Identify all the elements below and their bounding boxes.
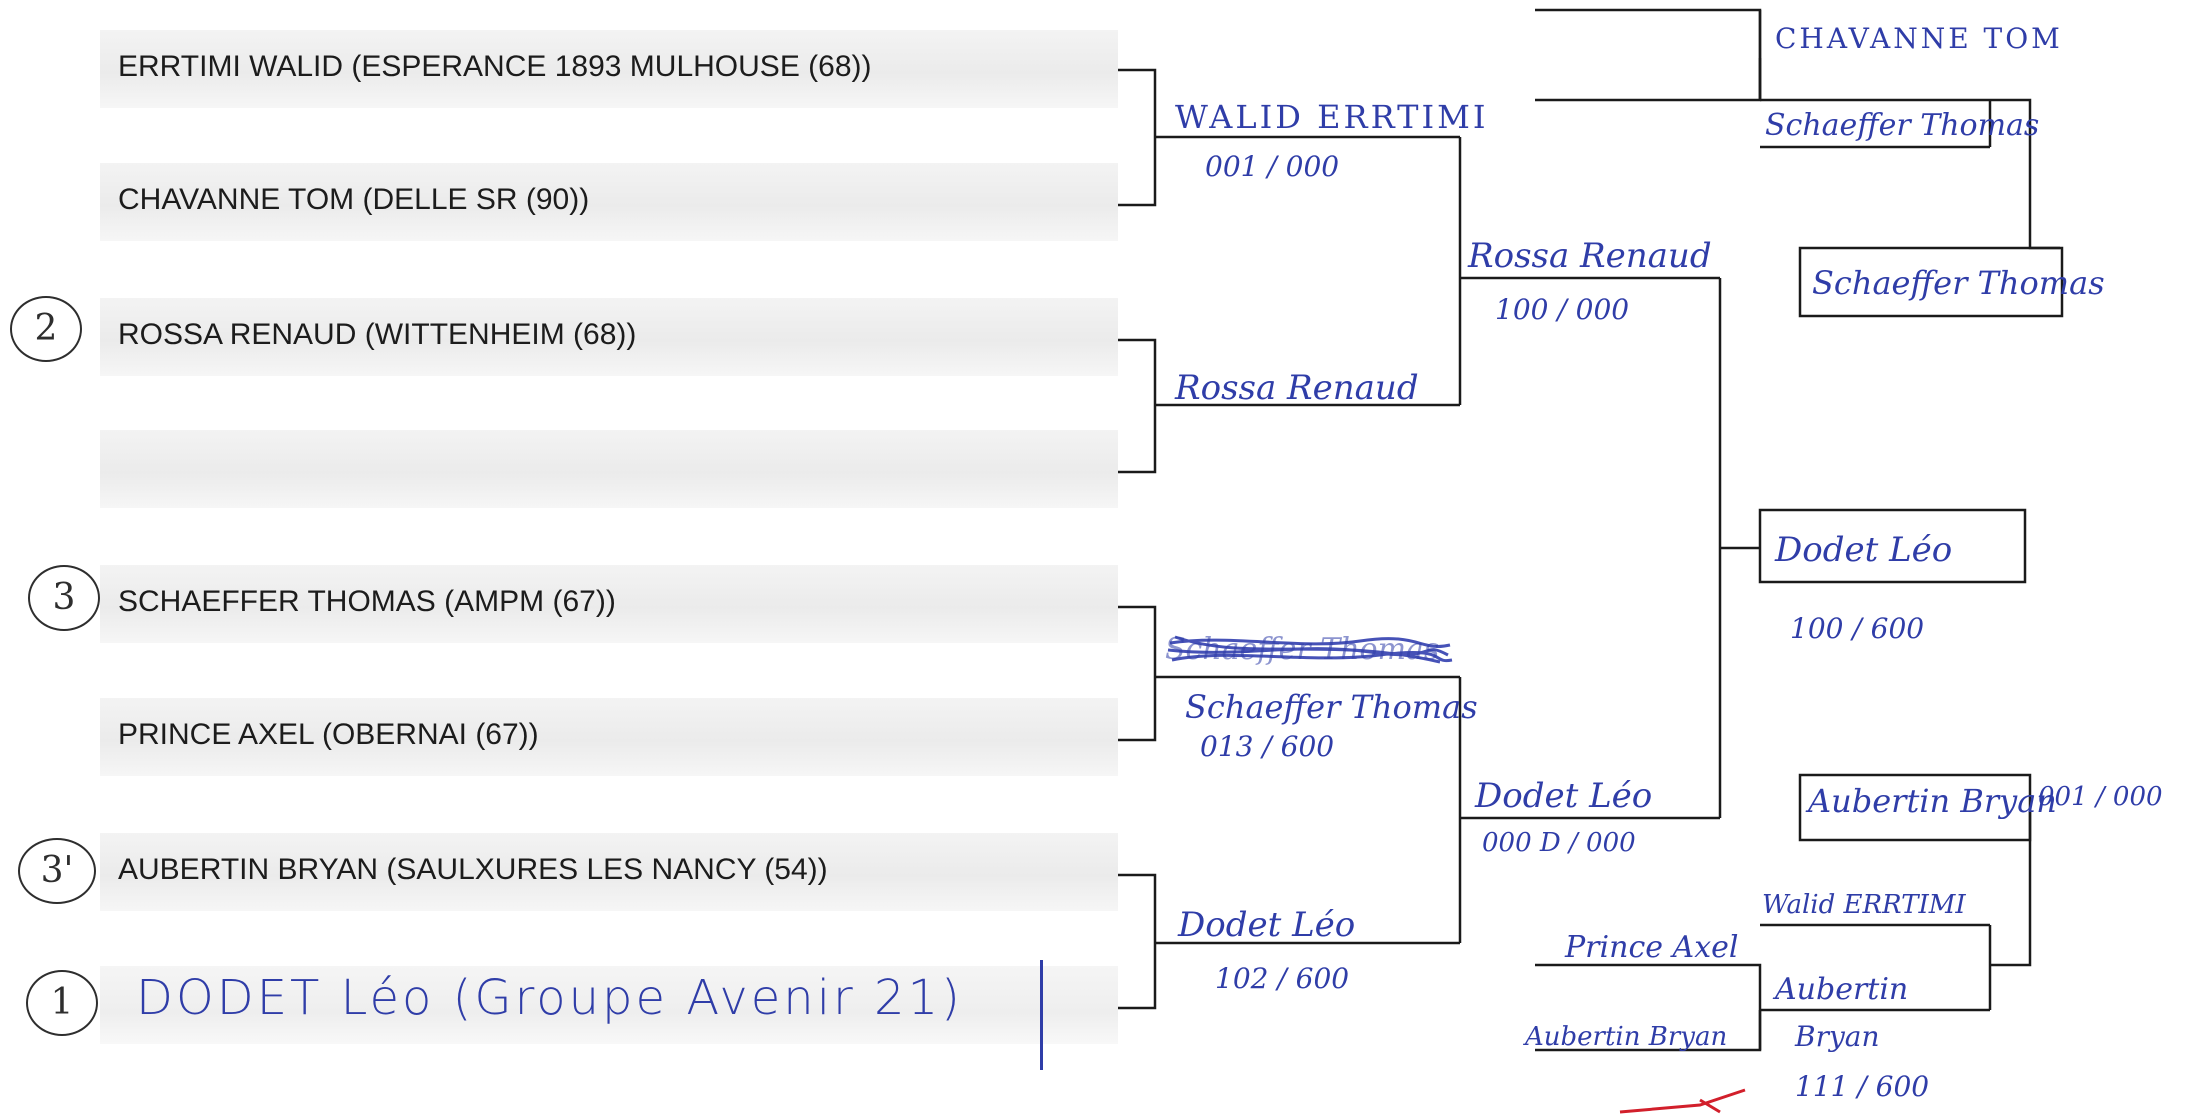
repechage-score: 111 / 600	[1795, 1070, 1930, 1103]
final-winner: Dodet Léo	[1775, 530, 1953, 570]
round1-winner: Dodet Léo	[1178, 905, 1356, 945]
final-score: 100 / 600	[1790, 612, 1925, 645]
semifinal-score: 100 / 000	[1495, 293, 1630, 326]
round1-score: 001 / 000	[1205, 150, 1340, 183]
seed-badge: 1	[26, 970, 98, 1036]
entry-name: AUBERTIN BRYAN (SAULXURES LES NANCY (54))	[118, 853, 828, 886]
entry-name: CHAVANNE TOM (DELLE SR (90))	[118, 183, 590, 216]
repechage-slot: Walid ERRTIMI	[1762, 890, 1966, 920]
semifinal-winner: Dodet Léo	[1475, 776, 1653, 816]
round1-score: 013 / 600	[1200, 730, 1335, 763]
repechage-slot: Prince Axel	[1565, 930, 1739, 965]
seed-badge: 3	[28, 565, 100, 631]
round1-winner: Rossa Renaud	[1175, 368, 1419, 408]
entry-name: SCHAEFFER THOMAS (AMPM (67))	[118, 585, 616, 618]
entry-name: ROSSA RENAUD (WITTENHEIM (68))	[118, 318, 637, 351]
semifinal-score: 000 D / 000	[1482, 828, 1636, 858]
struck-name: Schaeffer Thomas	[1165, 632, 1440, 667]
seed-badge: 3'	[18, 838, 96, 904]
seed-badge: 2	[10, 296, 82, 362]
round1-score: 102 / 600	[1215, 962, 1350, 995]
repechage-result-score: 001 / 000	[2038, 782, 2163, 812]
repechage-slot: Aubertin Bryan	[1525, 1022, 1728, 1052]
handwritten-entry: DODET Léo (Groupe Avenir 21)	[136, 970, 963, 1026]
third-place-slot: Schaeffer Thomas	[1765, 108, 2040, 143]
semifinal-winner: Rossa Renaud	[1468, 236, 1712, 276]
entry-name: PRINCE AXEL (OBERNAI (67))	[118, 718, 539, 751]
third-place-slot: CHAVANNE TOM	[1775, 22, 2063, 55]
repechage-winner: Bryan	[1795, 1020, 1880, 1053]
repechage-winner: Aubertin	[1775, 972, 1909, 1007]
round1-winner: WALID ERRTIMI	[1175, 98, 1489, 136]
round1-winner: Schaeffer Thomas	[1185, 688, 1478, 726]
repechage-result: Aubertin Bryan	[1808, 782, 2057, 820]
entry-name: ERRTIMI WALID (ESPERANCE 1893 MULHOUSE (68))	[118, 50, 872, 83]
third-place-winner: Schaeffer Thomas	[1812, 264, 2105, 302]
